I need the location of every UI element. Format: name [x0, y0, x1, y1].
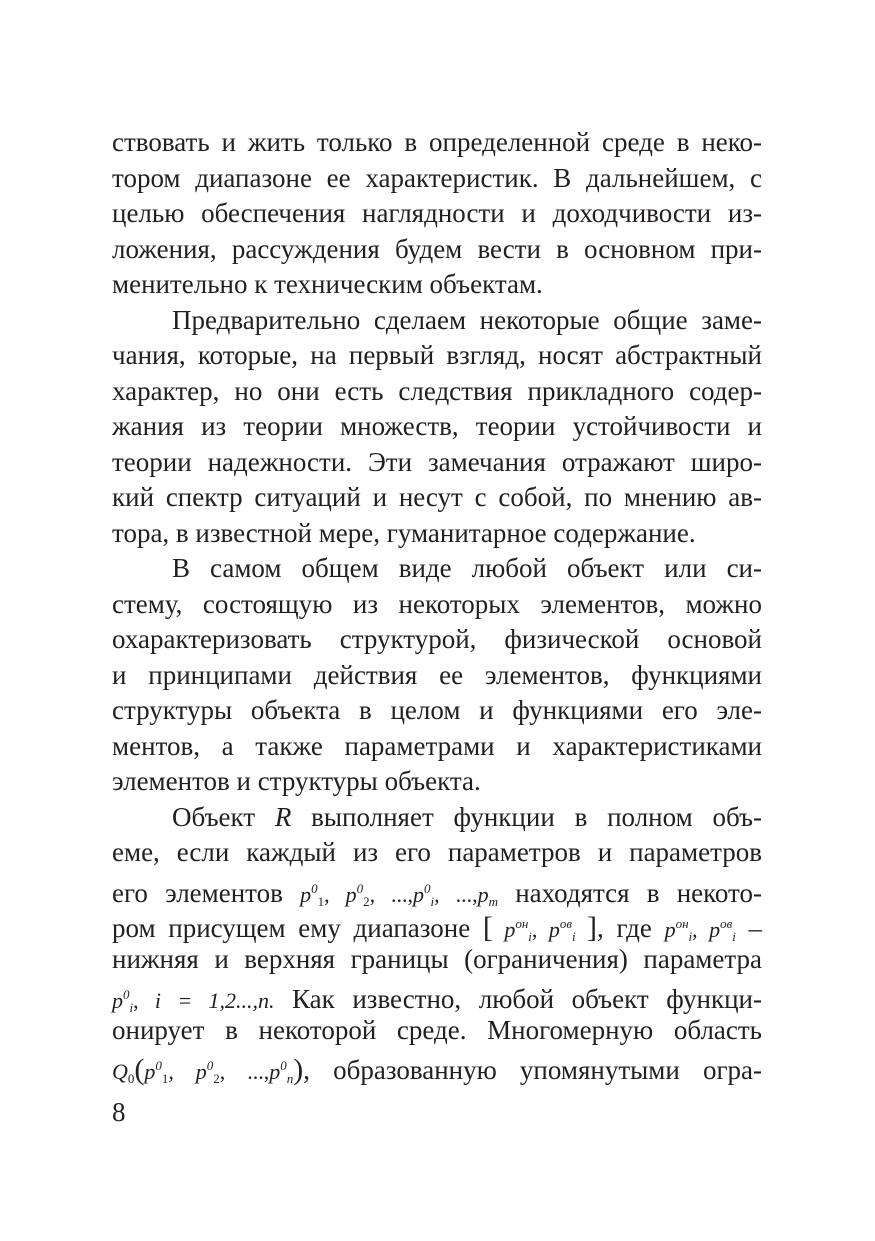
range-formula: [ $p^{он}_i$, $p^{ов}_i$ ] — [482, 911, 598, 944]
text-line: $p^0_i$, i = 1,2...,n. Как известно, любой объект функци- — [112, 984, 762, 1015]
text-line: менительно к техническим объектам. — [112, 269, 543, 299]
paragraph-3 — [112, 551, 762, 800]
text-line: еме, если каждый из его параметров и параметров — [112, 837, 762, 867]
text-line: ром присущем ему диапазоне [ $p^{он}_i$, $p^{ов}_i$ ], где $p^{он}_i$, $p^{ов}_i$ – — [112, 911, 763, 944]
text-line: чания, которые, на первый взгляд, носят абстрактный — [112, 340, 762, 370]
text-line: характер, но они есть следствия прикладного содер- — [112, 375, 762, 406]
text-line: его элементов $p^0_1$, $p^0_2$, $...,p^0_i$, $...,p_m$ находятся в некото- — [112, 877, 762, 909]
paragraph-4 — [112, 800, 762, 1084]
text-line: нижняя и верхняя границы (ограничения) параметра — [112, 943, 762, 974]
paragraph-2 — [112, 303, 762, 552]
text-line: структуры объекта в целом и функциями его эле- — [112, 695, 762, 725]
text-line: теории надежности. Эти замечания отражают широ- — [112, 446, 762, 477]
page-number: 8 — [112, 1097, 126, 1127]
page-body — [112, 125, 762, 1084]
text-line: $Q_0(p^0_1$, $p^0_2$, $...,p^0_n$), образованную упомянутыми огра- — [112, 1053, 763, 1086]
text-line: целью обеспечения наглядности и доходчивости из- — [112, 198, 762, 228]
text-line: охарактеризовать структурой, физической основой — [112, 624, 762, 654]
parameter-formula: $p^0_i$, i = 1,2...,n. — [112, 987, 275, 1015]
bounds-formula: $p^{он}_i$, $p^{ов}_i$ — [664, 916, 736, 944]
text-line: стему, состоящую из некоторых элементов, можно — [112, 588, 762, 619]
text-line: жания из теории множеств, теории устойчивости и — [112, 411, 762, 441]
text-line: кий спектр ситуаций и несут с собой, по мнению ав- — [112, 482, 762, 512]
paragraph-1 — [112, 125, 762, 303]
text-line: элементов и структуры объекта. — [112, 766, 481, 796]
text-line: ментов, а также параметрами и характеристиками — [112, 730, 762, 761]
parameter-list-formula: $p^0_1$, $p^0_2$, $...,p^0_i$, $...,p_m$ — [300, 880, 499, 909]
text-line: В самом общем виде любой объект или си- — [172, 553, 762, 583]
text-line: Объект R выполняет функции в полном объ- — [172, 801, 762, 832]
text-line: и принципами действия ее элементов, функциями — [112, 659, 762, 690]
text-line: онирует в некоторой среде. Многомерную область — [112, 1014, 762, 1045]
text-line: ложения, рассуждения будем вести в основном при- — [112, 233, 762, 264]
text-line: ствовать и жить только в определенной среде в неко- — [112, 127, 762, 157]
object-symbol: R — [274, 801, 292, 832]
text-line: тором диапазоне ее характеристик. В дальнейшем, с — [112, 162, 762, 193]
text-line: Предварительно сделаем некоторые общие заме- — [172, 304, 762, 335]
text-line: тора, в известной мере, гуманитарное содержание. — [112, 517, 696, 548]
region-formula: $Q_0(p^0_1$, $p^0_2$, $...,p^0_n$) — [112, 1053, 304, 1086]
